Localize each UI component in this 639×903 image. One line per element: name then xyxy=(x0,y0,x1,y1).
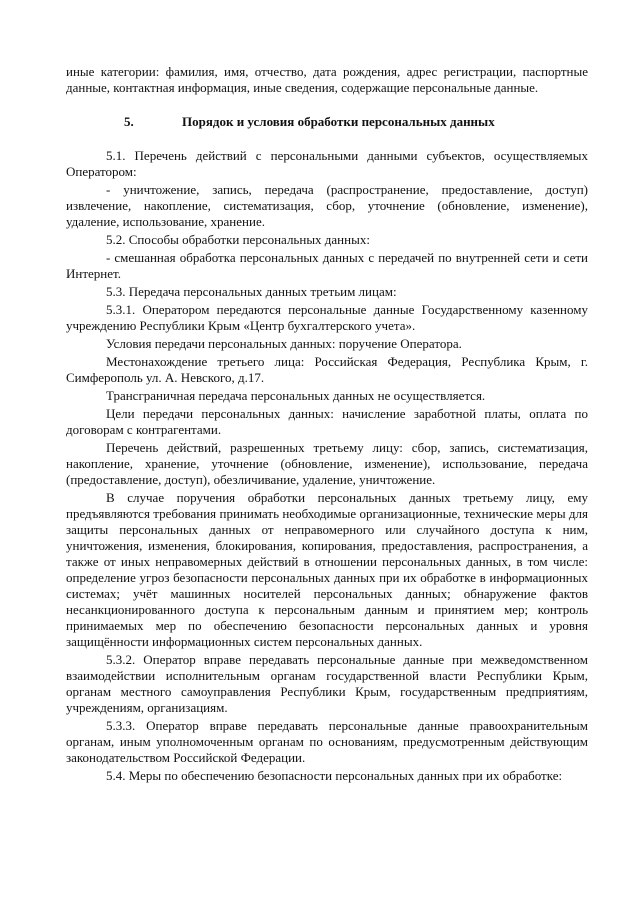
intro-paragraph: иные категории: фамилия, имя, отчество, дата рождения, адрес регистрации, паспортные данные, контактная информация, иные сведения, содержащие персональные данные. xyxy=(66,64,588,95)
paragraph-5-1: 5.1. Перечень действий с персональными данными субъектов, осуществляемых Оператором: xyxy=(66,148,588,179)
document-body xyxy=(66,64,588,786)
paragraph-5-4: 5.4. Меры по обеспечению безопасности персональных данных при их обработке: xyxy=(106,768,563,783)
section-title: Порядок и условия обработки персональных данных xyxy=(182,114,495,129)
paragraph-5-3: 5.3. Передача персональных данных третьим лицам: xyxy=(106,284,397,299)
paragraph-instruction: В случае поручения обработки персональных данных третьему лицу, ему предъявляются требования принимать необходимые организационные, технические меры для защиты персональных данных от неправомерного или случайного доступа к ним, уничтожения, изменения, блокирования, копирования, предоставления, распространения, а также от иных неправомерных действий в отношении персональных данных, в том числе: определение угроз безопасности персональных данных при их обработке в информационных системах; учёт машинных носителей персональных данных; обнаружение фактов несанкционированного доступа к персональным данным и принятием мер; контроль принимаемых мер по обеспечению безопасности персональных данных и уровня защищённости информационных систем персональных данных. xyxy=(66,490,588,649)
paragraph-5-2-list: - смешанная обработка персональных данных с передачей по внутренней сети и сети Интернет. xyxy=(66,250,588,281)
section-number: 5. xyxy=(124,114,134,129)
section-heading xyxy=(66,114,588,130)
paragraph-goals: Цели передачи персональных данных: начисление заработной платы, оплата по договорам с контрагентами. xyxy=(66,406,588,437)
paragraph-crossborder: Трансграничная передача персональных данных не осуществляется. xyxy=(106,388,486,403)
paragraph-5-2: 5.2. Способы обработки персональных данных: xyxy=(106,232,370,247)
paragraph-5-3-1: 5.3.1. Оператором передаются персональные данные Государственному казенному учреждению Республики Крым «Центр бухгалтерского учета». xyxy=(66,302,588,333)
paragraph-5-1-list: - уничтожение, запись, передача (распространение, предоставление, доступ) извлечение, накопление, систематизация, сбор, уточнение (обновление, изменение), удаление, использование, хранение. xyxy=(66,182,588,229)
paragraph-conditions: Условия передачи персональных данных: поручение Оператора. xyxy=(106,336,462,351)
paragraph-5-3-2: 5.3.2. Оператор вправе передавать персональные данные при межведомственном взаимодействии исполнительным органам государственной власти Республики Крым, органам местного самоуправления Республики Крым, государственным предприятиям, учреждениям, организациям. xyxy=(66,652,588,715)
paragraph-5-3-3: 5.3.3. Оператор вправе передавать персональные данные правоохранительным органам, иным уполномоченным органам по основаниям, предусмотренным действующим законодательством Российской Федерации. xyxy=(66,718,588,765)
paragraph-actions: Перечень действий, разрешенных третьему лицу: сбор, запись, систематизация, накопление, хранение, уточнение (обновление, изменение), использование, передача (предоставление, доступ), обезличивание, удаление, уничтожение. xyxy=(66,440,588,487)
paragraph-location: Местонахождение третьего лица: Российская Федерация, Республика Крым, г. Симферополь ул. А. Невского, д.17. xyxy=(66,354,588,385)
